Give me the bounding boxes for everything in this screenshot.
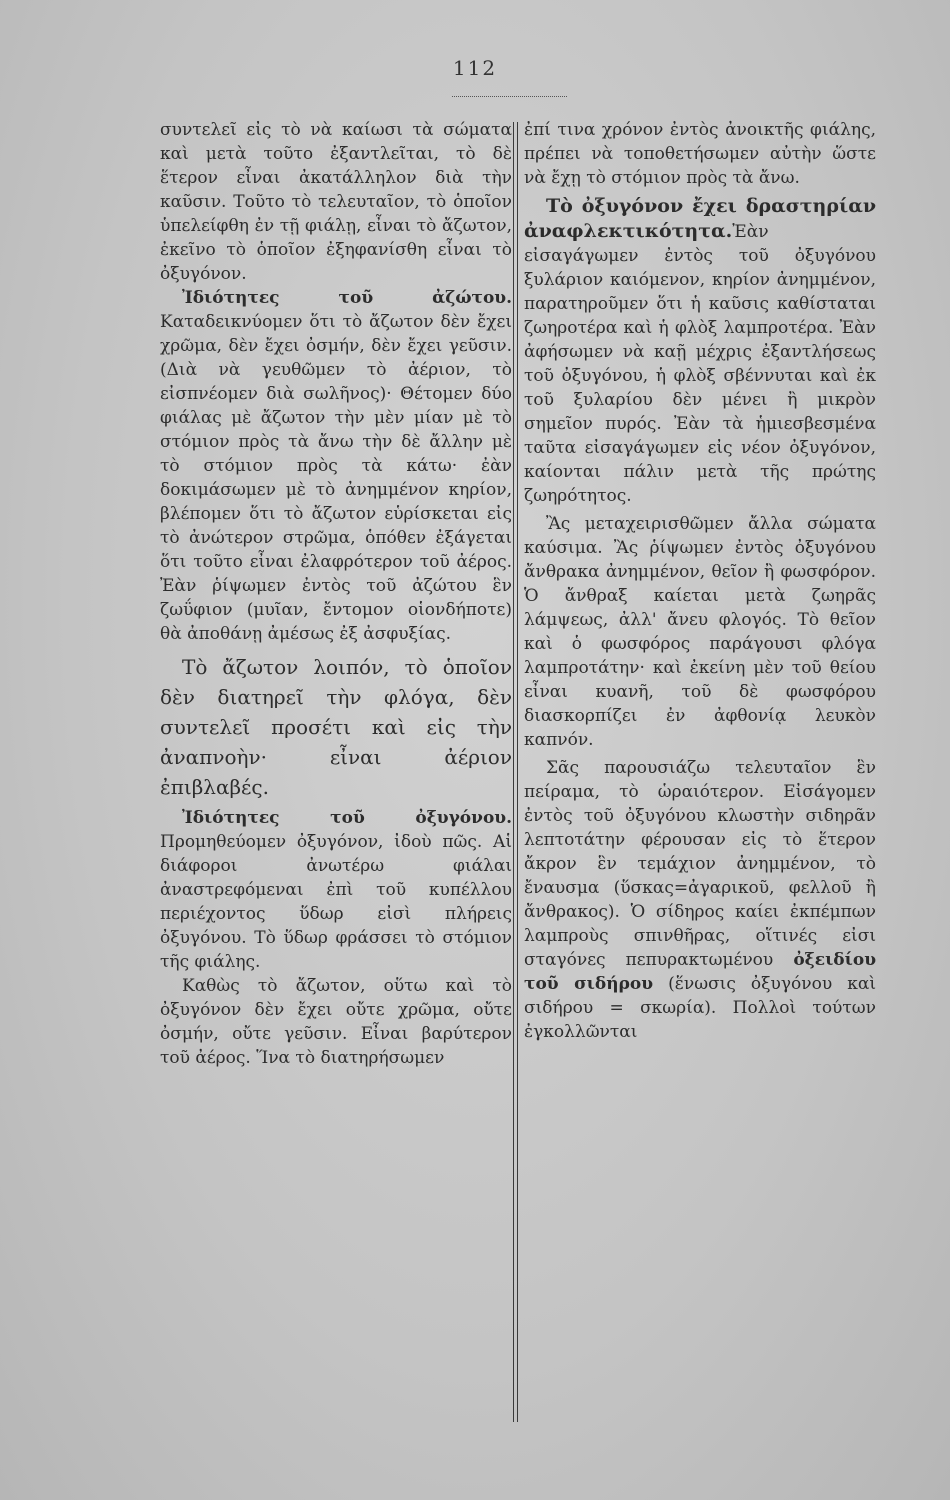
left-paragraph-3-emphasis: Τὸ ἄζωτον λοιπόν, τὸ ὁποῖον δὲν διατηρεῖ τὴν φλόγα, δὲν συντελεῖ προσέτι καὶ εἰς τὴν ἀναπνοὴν· εἶναι ἀέριον ἐπιβλαβές. — [160, 655, 512, 799]
right-paragraph-1: ἐπί τινα χρόνον ἐντὸς ἀνοικτῆς φιάλης, πρέπει νὰ τοποθετήσωμεν αὐτὴν ὥστε νὰ ἔχῃ τὸ στόμιον πρὸς τὰ ἄνω. — [524, 120, 876, 188]
oxygen-properties-heading: Ἰδιότητες τοῦ ὀξυγόνου. — [182, 808, 512, 828]
right-column — [524, 118, 876, 1044]
nitrogen-properties-heading: Ἰδιότητες τοῦ ἀζώτου. — [182, 288, 512, 308]
left-paragraph-1: συντελεῖ εἰς τὸ νὰ καίωσι τὰ σώματα καὶ μετὰ τοῦτο ἐξαντλεῖται, τὸ δὲ ἕτερον εἶναι ἀκατάλληλον διὰ τὴν καῦσιν. Τοῦτο τὸ τελευταῖον, τὸ ὁποῖον ὑπελείφθη ἐν τῇ φιάλῃ, εἶναι τὸ ἄζωτον, ἐκεῖνο τὸ ὁποῖον ἐξηφανίσθη εἶναι τὸ ὀξυγόνον. — [160, 120, 512, 284]
right-paragraph-3: Ἂς μεταχειρισθῶμεν ἄλλα σώματα καύσιμα. Ἂς ῥίψωμεν ἐντὸς ὀξυγόνου ἄνθρακα ἀνημμένον, θεῖον ἢ φωσφόρον. Ὁ ἄνθραξ καίεται μετὰ ζωηρᾶς λάμψεως, ἀλλ' ἄνευ φλογός. Τὸ θεῖον καὶ ὁ φωσφόρος παράγουσι φλόγα λαμπροτάτην· καὶ ἐκείνη μὲν τοῦ θείου εἶναι κυανῆ, τοῦ δὲ φωσφόρου διασκορπίζει ἐν ἀφθονίᾳ λευκὸν καπνόν. — [524, 514, 876, 750]
right-paragraph-4 — [524, 756, 876, 1044]
left-paragraph-2 — [160, 286, 512, 646]
iron-experiment-tail: (ἕνωσις ὀξυγόνου καὶ σιδήρου = σκωρία). Πολλοὶ τούτων ἐγκολλῶνται — [524, 974, 876, 1042]
page-number: 112 — [452, 56, 498, 80]
nitrogen-properties-text: Καταδεικνύομεν ὅτι τὸ ἄζωτον δὲν ἔχει χρῶμα, δὲν ἔχει ὀσμήν, δὲν ἔχει γεῦσιν. (Διὰ νὰ γευθῶμεν τὸ ἀέριον, τὸ εἰσπνέομεν διὰ σωλῆνος)· Θέτομεν δύο φιάλας μὲ ἄζωτον τὴν μὲν μίαν μὲ τὸ στόμιον πρὸς τὰ ἄνω τὴν δὲ ἄλλην μὲ τὸ στόμιον πρὸς τὰ κάτω· ἐὰν δοκιμάσωμεν μὲ τὸ ἀνημμένον κηρίον, βλέπομεν ὅτι τὸ ἄζωτον εὑρίσκεται εἰς τὸ ἀνώτερον στρῶμα, ὁπόθεν ἐξάγεται ὅτι τοῦτο εἶναι ἐλαφρότερον τοῦ ἀέρος. Ἐὰν ῥίψωμεν ἐντὸς τοῦ ἀζώτου ἓν ζωΰφιον (μυῖαν, ἔντομον οἱονδήποτε) θὰ ἀποθάνῃ ἀμέσως ἐξ ἀσφυξίας. — [160, 312, 512, 644]
right-paragraph-2 — [524, 194, 876, 508]
iron-experiment-text: Σᾶς παρουσιάζω τελευταῖον ἓν πείραμα, τὸ ὡραιότερον. Εἰσάγομεν ἐντὸς τοῦ ὀξυγόνου κλωστὴν σιδηρᾶν λεπτοτάτην φέρουσαν εἰς τὸ ἕτερον ἄκρον ἓν τεμάχιον ἀνημμένον, τὸ ἔναυσμα (ὕσκας=ἀγαρικοῦ, φελλοῦ ἢ ἄνθρακος). Ὁ σίδηρος καίει ἐκπέμπων λαμπροὺς σπινθῆρας, οἵτινές εἰσι σταγόνες πεπυρακτωμένου — [524, 758, 876, 970]
iron-oxide-term: ὀξειδίου τοῦ σιδήρου — [524, 950, 876, 994]
left-paragraph-5: Καθὼς τὸ ἄζωτον, οὕτω καὶ τὸ ὀξυγόνον δὲν ἔχει οὔτε χρῶμα, οὔτε ὀσμήν, οὔτε γεῦσιν. Εἶναι βαρύτερον τοῦ ἀέρος. Ἵνα τὸ διατηρήσωμεν — [160, 976, 512, 1068]
left-paragraph-4 — [160, 806, 512, 974]
header-rule — [452, 96, 567, 97]
oxygen-combustion-text: Ἐὰν εἰσαγάγωμεν ἐντὸς τοῦ ὀξυγόνου ξυλάριον καιόμενον, κηρίον ἀνημμένον, παρατηροῦμεν ὅτι ἡ καῦσις καθίσταται ζωηροτέρα καὶ ἡ φλὸξ λαμπροτέρα. Ἐὰν ἀφήσωμεν νὰ καῇ μέχρις ἐξαντλήσεως τοῦ ὀξυγόνου, ἡ φλὸξ σβέννυται καὶ ἐκ τοῦ ξυλαρίου δὲν μένει ἢ μικρὸν σημεῖον πυρός. Ἐὰν τὰ ἡμιεσβεσμένα ταῦτα εἰσαγάγωμεν εἰς νέον ὀξυγόνον, καίονται πάλιν μετὰ τῆς πρώτης ζωηρότητος. — [524, 222, 876, 506]
oxygen-properties-text: Προμηθεύομεν ὀξυγόνον, ἰδοὺ πῶς. Αἱ διάφοροι ἀνωτέρω φιάλαι ἀναστρεφόμεναι ἐπὶ τοῦ κυπέλλου περιέχοντος ὕδωρ εἰσὶ πλήρεις ὀξυγόνου. Τὸ ὕδωρ φράσσει τὸ στόμιον τῆς φιάλης. — [160, 832, 512, 972]
column-divider — [513, 122, 518, 1422]
left-column — [160, 118, 512, 1070]
oxygen-combustion-heading: Τὸ ὀξυγόνον ἔχει δραστηρίαν ἀναφλεκτικότητα. — [524, 195, 876, 242]
